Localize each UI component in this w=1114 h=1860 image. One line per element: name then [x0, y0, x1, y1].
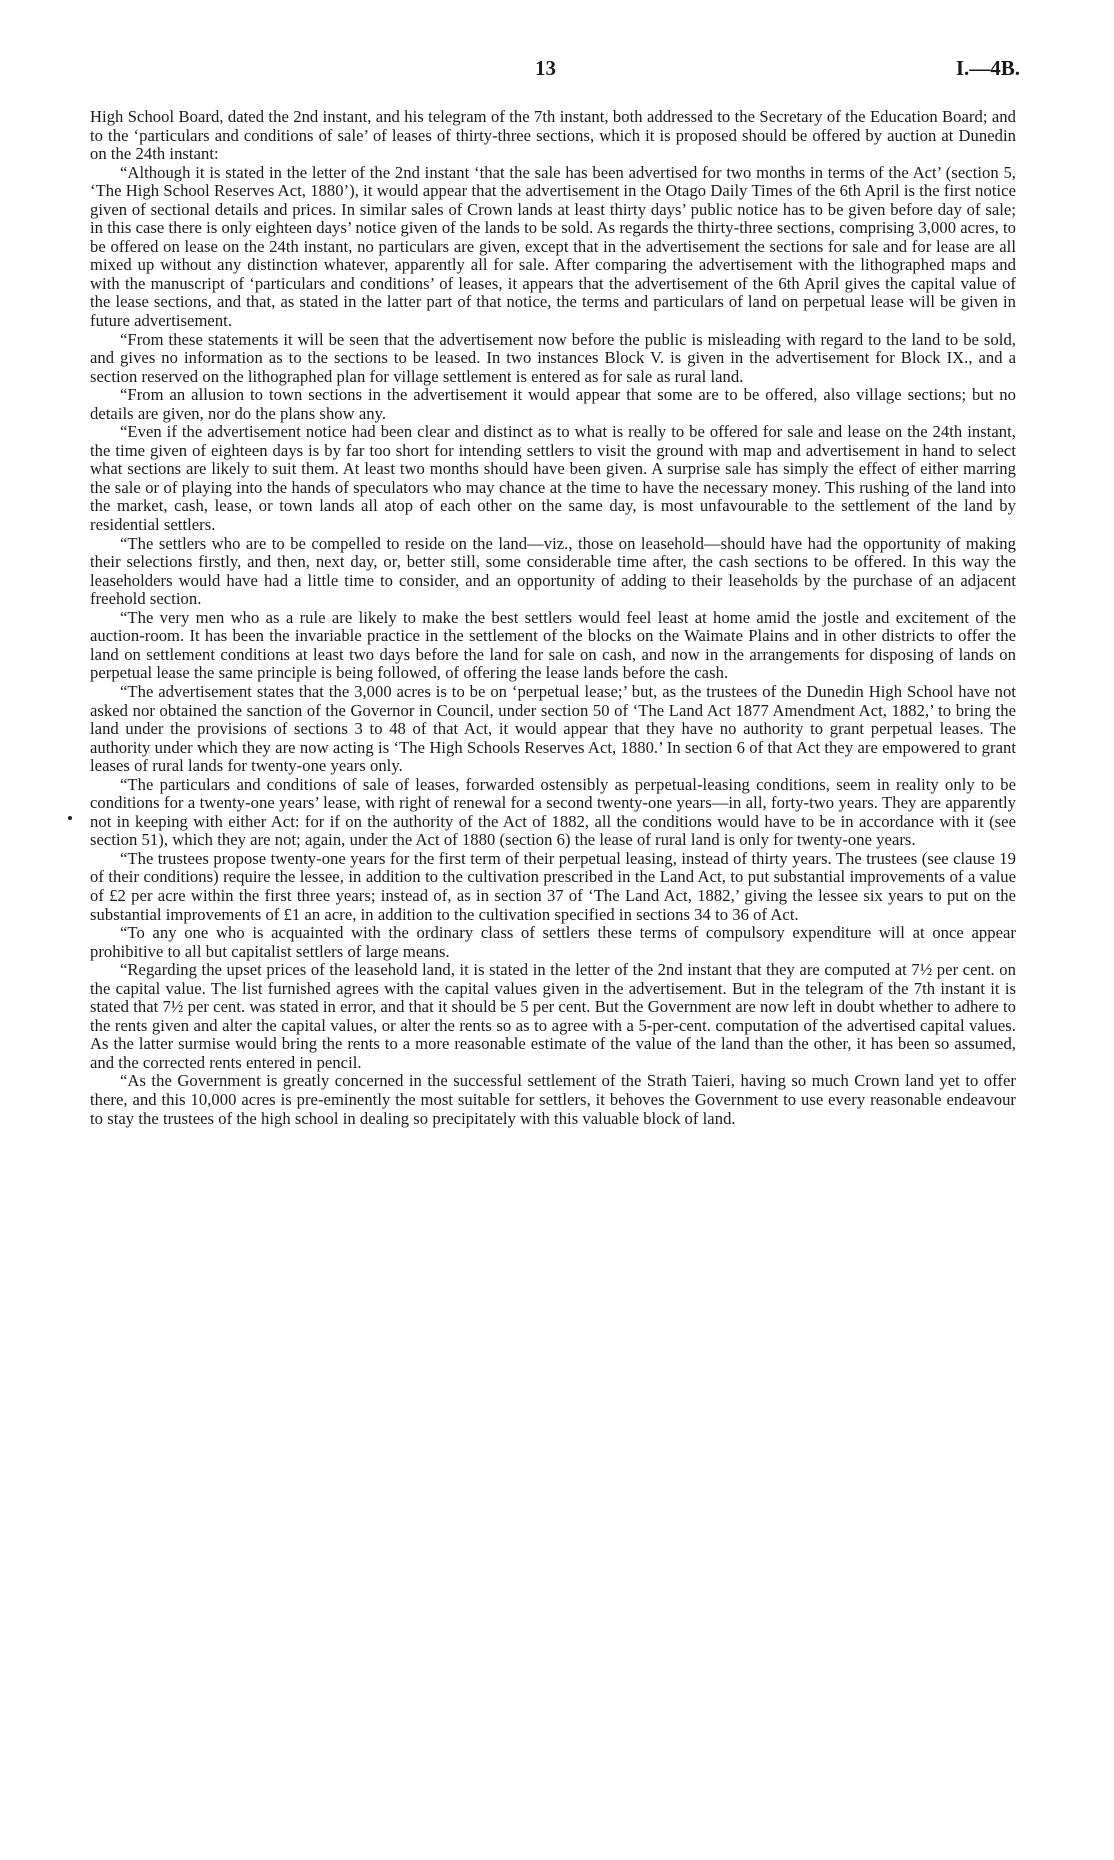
page-number: 13 — [535, 56, 556, 80]
paragraph: “The advertisement states that the 3,000 acres is to be on ‘perpetual lease;’ but, as the trustees of the Dunedin High School have not asked nor obtained the sanction of the Governor in Council, under section 50 of ‘The Land Act 1877 Amendment Act, 1882,’ to bring the land under the provisions of sections 3 to 48 of that Act, it would appear that they have no authority to grant perpetual leases. The authority under which they are now acting is ‘The High Schools Reserves Act, 1880.’ In section 6 of that Act they are empowered to grant leases of rural lands for twenty-one years only. — [90, 681, 1016, 776]
paragraph: “Although it is stated in the letter of the 2nd instant ‘that the sale has been advertised for two months in terms of the Act’ (section 5, ‘The High School Reserves Act, 1880’), it would appear that the advertisement in the Otago Daily Times of the 6th April is the first notice given of sectional details and prices. In similar sales of Crown lands at least thirty days’ public notice has to be given before day of sale; in this case there is only eighteen days’ notice given of the lands to be sold. As regards the thirty-three sections, comprising 3,000 acres, to be offered on lease on the 24th instant, no particulars are given, except that in the advertisement the sections for sale and for lease are all mixed up without any distinction whatever, apparently all for sale. After comparing the advertisement with the lithographed maps and with the manuscript of ‘particulars and conditions’ of leases, it appears that the advertisement of the 6th April gives the capital value of the lease sections, and that, as stated in the latter part of that notice, the terms and particulars of land on perpetual lease will be given in future advertisement. — [90, 162, 1016, 331]
margin-mark — [68, 816, 72, 820]
document-reference: I.—4B. — [955, 56, 1020, 80]
paragraph: “The very men who as a rule are likely to make the best settlers would feel least at home amid the jostle and excitement of the auction-room. It has been the invariable practice in the settlement of the blocks on the Waimate Plains and in other districts to offer the land on settlement conditions at least two days before the land for sale on cash, and now in the arrangements for disposing of lands on perpetual lease the same principle is being followed, of offering the lease lands before the cash. — [90, 607, 1016, 683]
paragraph: “From an allusion to town sections in the advertisement it would appear that some are to be offered, also village sections; but no details are given, nor do the plans show any. — [90, 385, 1016, 423]
page-header — [0, 56, 1114, 86]
paragraph: “The particulars and conditions of sale of leases, forwarded ostensibly as perpetual-leasing conditions, seem in reality only to be conditions for a twenty-one years’ lease, with right of renewal for a second twenty-one years—in all, forty-two years. They are apparently not in keeping with either Act: for if on the authority of the Act of 1882, all the conditions would have to be in accordance with it (see section 51), which they are not; again, under the Act of 1880 (section 6) the lease of rural land is only for twenty-one years. — [90, 774, 1016, 850]
paragraph: High School Board, dated the 2nd instant, and his telegram of the 7th instant, both addressed to the Secretary of the Education Board; and to the ‘particulars and conditions of sale’ of leases of thirty-three sections, which it is proposed should be offered by auction at Dunedin on the 24th instant: — [90, 107, 1016, 164]
paragraph: “The settlers who are to be compelled to reside on the land—viz., those on leasehold—should have had the opportunity of making their selections firstly, and then, next day, or, better still, some considerable time after, the cash sections to be offered. In this way the leaseholders would have had a little time to consider, and an opportunity of adding to their leaseholds by the purchase of an adjacent freehold section. — [90, 533, 1016, 609]
paragraph: “Regarding the upset prices of the leasehold land, it is stated in the letter of the 2nd instant that they are computed at 7½ per cent. on the capital value. The list furnished agrees with the capital values given in the advertisement. But in the telegram of the 7th instant it is stated that 7½ per cent. was stated in error, and that it should be 5 per cent. But the Government are now left in doubt whether to adhere to the rents given and alter the capital values, or alter the rents so as to agree with a 5-per-cent. computation of the advertised capital values. As the latter surmise would bring the rents to a more reasonable estimate of the value of the land than the other, it has been so assumed, and the corrected rents entered in pencil. — [90, 960, 1016, 1072]
paragraph: “From these statements it will be seen that the advertisement now before the public is misleading with regard to the land to be sold, and gives no information as to the sections to be leased. In two instances Block V. is given in the advertisement for Block IX., and a section reserved on the lithographed plan for village settlement is entered as for sale as rural land. — [90, 329, 1016, 386]
paragraph: “To any one who is acquainted with the ordinary class of settlers these terms of compulsory expenditure will at once appear prohibitive to all but capitalist settlers of large means. — [90, 923, 1016, 961]
paragraph: “The trustees propose twenty-one years for the first term of their perpetual leasing, instead of thirty years. The trustees (see clause 19 of their conditions) require the lessee, in addition to the cultivation prescribed in the Land Act, to put substantial improvements of a value of £2 per acre within the first three years; instead of, as in section 37 of ‘The Land Act, 1882,’ giving the lessee six years to put on the substantial improvements of £1 an acre, in addition to the cultivation specified in sections 34 to 36 of Act. — [90, 848, 1016, 924]
paragraph: “Even if the advertisement notice had been clear and distinct as to what is really to be offered for sale and lease on the 24th instant, the time given of eighteen days is by far too short for intending settlers to visit the ground with map and advertisement in hand to select what sections are likely to suit them. At least two months should have been given. A surprise sale has simply the effect of either marring the sale or of playing into the hands of speculators who may chance at the time to have the necessary money. This rushing of the land into the market, cash, lease, or town lands all atop of each other on the same day, is most unfavourable to the settlement of the land by residential settlers. — [90, 422, 1016, 535]
document-body — [90, 108, 1016, 1128]
paragraph: “As the Government is greatly concerned in the successful settlement of the Strath Taieri, having so much Crown land yet to offer there, and this 10,000 acres is pre-eminently the most suitable for settlers, it behoves the Government to use every reasonable endeavour to stay the trustees of the high school in dealing so precipitately with this valuable block of land. — [90, 1071, 1016, 1128]
